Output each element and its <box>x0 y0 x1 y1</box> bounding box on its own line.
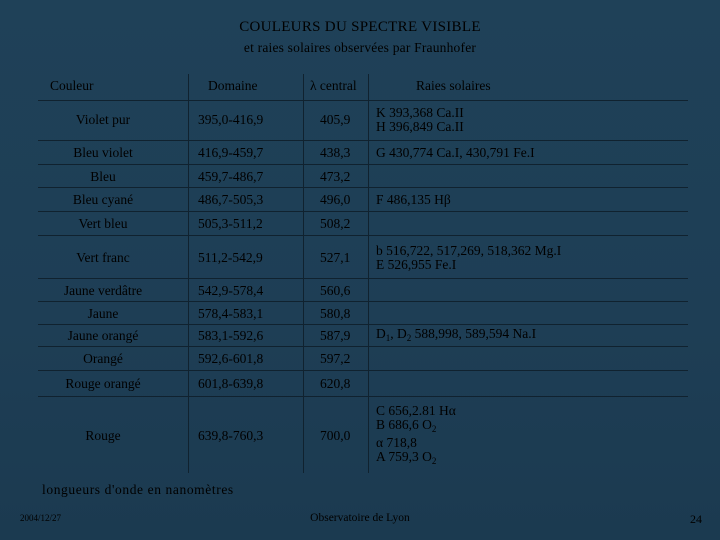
solar-lines <box>376 325 686 347</box>
column-divider <box>188 74 189 473</box>
table-row <box>38 211 688 236</box>
solar-lines <box>376 212 686 236</box>
page-number: 24 <box>690 512 702 526</box>
wavelength-range: 459,7-486,7 <box>198 168 264 184</box>
solar-line: F 486,135 Hβ <box>376 192 451 207</box>
header-domaine: Domaine <box>208 78 258 93</box>
color-name: Vert bleu <box>78 216 128 231</box>
wavelength-range: 395,0-416,9 <box>198 112 264 127</box>
solar-lines <box>376 302 686 325</box>
wavelength-range: 511,2-542,9 <box>198 249 263 265</box>
solar-line: E 526,955 Fe.I <box>376 256 457 272</box>
wavelength-range: 583,1-592,6 <box>198 328 264 343</box>
central-wavelength: 580,8 <box>320 305 351 321</box>
table-row <box>38 370 688 397</box>
color-name: Bleu <box>90 168 116 184</box>
slide-title: COULEURS DU SPECTRE VISIBLE <box>239 19 481 35</box>
solar-lines <box>376 397 686 474</box>
central-wavelength: 560,6 <box>320 282 351 298</box>
table-row <box>38 301 688 325</box>
solar-lines <box>376 371 686 397</box>
solar-line: C 656,2.81 Hα <box>376 402 456 418</box>
solar-line: $D_1$, $D_2$ 588,998, 589,594 Na.I <box>376 326 537 343</box>
central-wavelength: 527,1 <box>320 249 351 265</box>
column-divider <box>368 74 369 473</box>
table-row <box>38 324 688 347</box>
wavelength-range: 601,8-639,8 <box>198 376 264 391</box>
table-row <box>38 346 688 371</box>
central-wavelength: 587,9 <box>320 328 351 343</box>
central-wavelength: 508,2 <box>320 216 351 231</box>
table-row <box>38 187 688 212</box>
solar-lines <box>376 236 686 279</box>
table-row <box>38 235 688 279</box>
wavelength-range: 578,4-583,1 <box>198 305 264 321</box>
color-name: Vert franc <box>76 249 130 265</box>
table-row <box>38 396 688 474</box>
table-row <box>38 100 688 140</box>
color-name: Bleu cyané <box>72 192 134 207</box>
solar-line: G 430,774 Ca.I, 430,791 Fe.I <box>376 145 535 160</box>
central-wavelength: 473,2 <box>320 168 351 184</box>
central-wavelength: 620,8 <box>320 376 351 391</box>
solar-lines <box>376 100 686 140</box>
color-name: Rouge <box>85 427 121 443</box>
solar-lines <box>376 141 686 165</box>
header-raies: Raies solaires <box>416 78 491 93</box>
header-couleur: Couleur <box>50 78 94 93</box>
solar-line: α 718,8 <box>376 434 417 450</box>
wavelength-range: 486,7-505,3 <box>198 192 264 207</box>
table-row <box>38 164 688 188</box>
wavelength-range: 542,9-578,4 <box>198 282 264 298</box>
solar-line: B 686,6 $O_2$ <box>376 416 437 434</box>
spectrum-table <box>38 74 688 473</box>
footer-date: 2004/12/27 <box>20 513 62 523</box>
solar-line: b 516,722, 517,269, 518,362 Mg.I <box>376 242 562 258</box>
solar-lines <box>376 279 686 302</box>
central-wavelength: 597,2 <box>320 351 351 366</box>
solar-line: H 396,849 Ca.II <box>376 119 464 134</box>
wavelength-range: 505,3-511,2 <box>198 216 263 231</box>
footer-source: Observatoire de Lyon <box>310 512 410 524</box>
central-wavelength: 438,3 <box>320 145 351 160</box>
color-name: Violet pur <box>75 112 131 127</box>
wavelength-range: 639,8-760,3 <box>198 427 264 443</box>
header-lambda: λ central <box>310 78 357 93</box>
color-name: Rouge orangé <box>65 376 141 391</box>
solar-lines <box>376 165 686 188</box>
solar-lines <box>376 188 686 212</box>
solar-line: K 393,368 Ca.II <box>376 105 464 120</box>
table-row <box>38 278 688 302</box>
wavelength-range: 592,6-601,8 <box>198 351 264 366</box>
color-name: Orangé <box>83 351 123 366</box>
color-name: Jaune orangé <box>67 328 139 343</box>
color-name: Jaune verdâtre <box>63 282 143 298</box>
solar-lines <box>376 347 686 371</box>
wavelength-range: 416,9-459,7 <box>198 145 264 160</box>
table-row <box>38 140 688 165</box>
color-name: Jaune <box>87 305 119 321</box>
central-wavelength: 700,0 <box>320 427 351 443</box>
units-note: longueurs d'onde en nanomètres <box>42 482 234 497</box>
color-name: Bleu violet <box>73 145 133 160</box>
slide-subtitle: et raies solaires observées par Fraunhofer <box>243 40 477 55</box>
column-divider <box>303 74 304 473</box>
central-wavelength: 496,0 <box>320 192 351 207</box>
central-wavelength: 405,9 <box>320 112 351 127</box>
solar-line: A 759,3 $O_2$ <box>376 448 437 466</box>
